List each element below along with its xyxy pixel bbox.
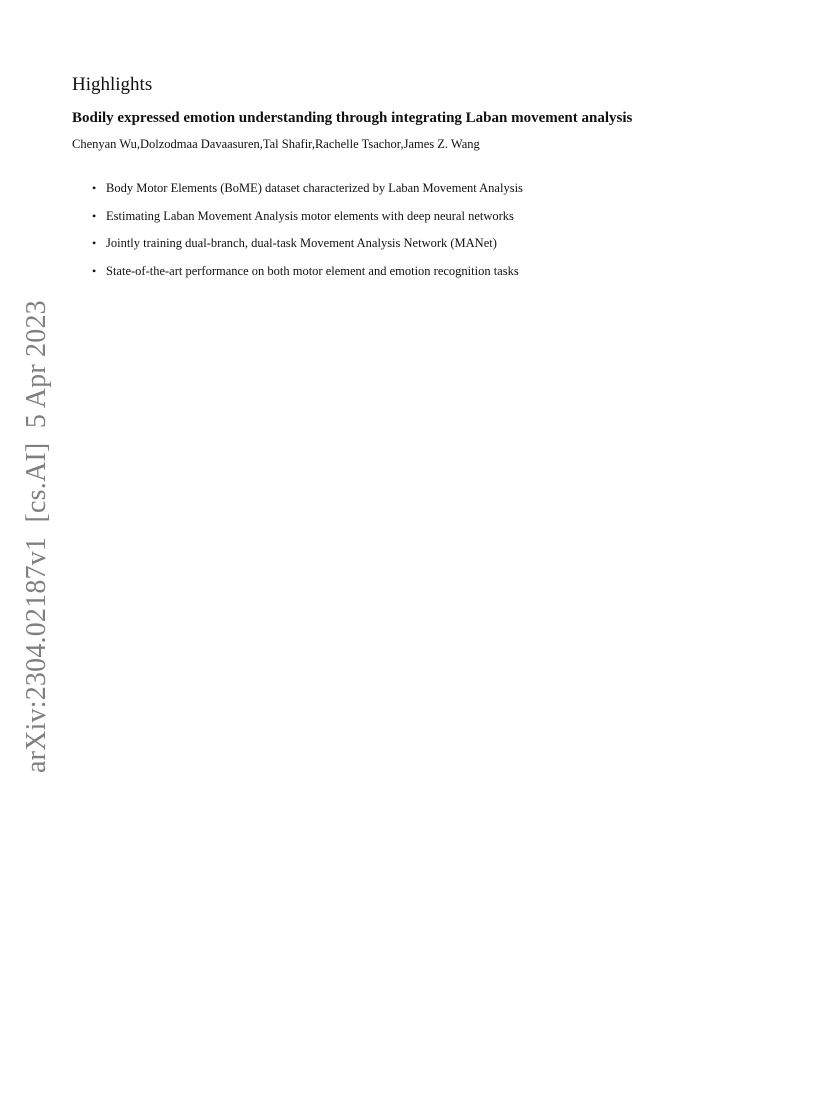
bullet-icon: • <box>92 236 97 251</box>
highlight-text: State-of-the-art performance on both motor element and emotion recognition tasks <box>106 263 519 278</box>
list-item <box>92 234 523 252</box>
highlight-text: Jointly training dual-branch, dual-task Movement Analysis Network (MANet) <box>106 236 497 251</box>
list-item <box>92 207 523 225</box>
highlight-text: Body Motor Elements (BoME) dataset characterized by Laban Movement Analysis <box>106 181 523 195</box>
highlight-text: Estimating Laban Movement Analysis motor elements with deep neural networks <box>106 208 514 223</box>
author-list: Chenyan Wu,Dolzodmaa Davaasuren,Tal Shafir,Rachelle Tsachor,James Z. Wang <box>72 137 480 151</box>
arxiv-identifier-stamp: arXiv:2304.02187v1 [cs.AI] 5 Apr 2023 <box>21 300 52 773</box>
section-heading: Highlights <box>72 74 153 95</box>
bullet-icon: • <box>92 181 97 195</box>
list-item <box>92 262 523 280</box>
list-item <box>92 179 523 197</box>
bullet-icon: • <box>92 208 97 223</box>
paper-title: Bodily expressed emotion understanding through integrating Laban movement analysis <box>72 110 633 126</box>
bullet-icon: • <box>92 263 97 278</box>
highlights-list <box>92 179 523 289</box>
